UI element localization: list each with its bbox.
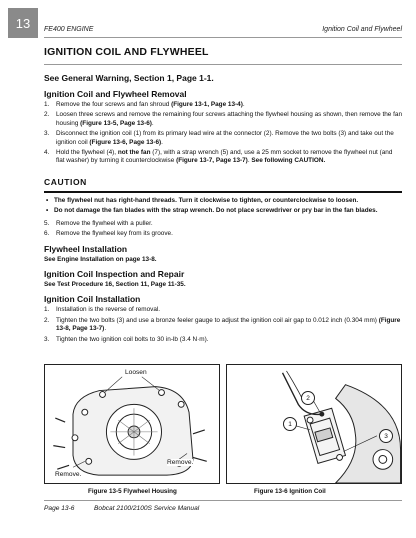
step-text: Hold the flywheel (4),: [56, 149, 118, 157]
step-number: 1.: [44, 101, 50, 108]
caution-item: • The flywheel nut has right-hand threads. Turn it clockwise to tighten, or counterclockwise to loosen.: [44, 197, 402, 205]
step-number: 5.: [44, 219, 50, 227]
step-text: Tighten the two ignition coil bolts to 30 in-lb (3.4 N·m).: [56, 335, 209, 343]
removal-step: [44, 130, 402, 147]
step-number: 2.: [44, 316, 50, 324]
step-text: .: [161, 138, 163, 146]
caution-reference: See following CAUTION.: [251, 157, 326, 165]
step-text: Remove the four screws and fan shroud: [56, 101, 172, 108]
step-text: Remove the flywheel with a puller.: [56, 219, 153, 227]
removal-steps-continued: [44, 220, 402, 239]
coil-installation-heading: Ignition Coil Installation: [44, 294, 141, 305]
caution-item: • Do not damage the fan blades with the strap wrench. Do not place screwdriver or pry bar in the fan blades.: [44, 207, 402, 215]
manual-title: Bobcat 2100/2100S Service Manual: [94, 505, 200, 512]
page-header: [0, 0, 416, 40]
step-text: .: [151, 119, 154, 127]
removal-step: [44, 230, 402, 238]
removal-steps: [44, 101, 402, 166]
step-text: Installation is the reverse of removal.: [56, 306, 161, 314]
header-engine-label: FE400 ENGINE: [44, 26, 94, 33]
removal-heading: Ignition Coil and Flywheel Removal: [44, 89, 187, 99]
figure-reference: (Figure 13-7, Page 13-7): [176, 157, 248, 165]
title-divider: [44, 64, 402, 65]
installation-step: [44, 336, 402, 344]
step-text: .: [242, 101, 245, 108]
chapter-number-tab: 13: [8, 8, 38, 38]
installation-steps: [44, 306, 402, 344]
inspection-heading: Ignition Coil Inspection and Repair: [44, 269, 185, 280]
step-text: .: [247, 157, 252, 165]
step-number: 3.: [44, 335, 50, 343]
loosen-label: Loosen: [125, 369, 147, 376]
flywheel-installation-reference: See Engine Installation on page 13-8.: [44, 256, 157, 264]
figure-reference: (Figure 13-1, Page 13-4): [171, 101, 243, 108]
callout-2: 2: [301, 391, 315, 405]
general-warning-reference: See General Warning, Section 1, Page 1-1.: [44, 73, 214, 83]
figure-reference: (Figure 13-8, Page 13-7): [56, 316, 401, 333]
step-number: 3.: [44, 130, 50, 138]
step-text: (7), with a strap wrench (5) and, use a 25 mm socket to remove the flywheel nut (and flat washer) by turning it counterclockwise: [56, 149, 393, 165]
removal-step: [44, 149, 402, 166]
caution-title: CAUTION: [44, 176, 87, 187]
step-number: 2.: [44, 111, 50, 119]
header-divider: [44, 37, 402, 38]
flywheel-installation-heading: Flywheel Installation: [44, 244, 128, 255]
remove-label-left: Remove.: [55, 471, 82, 478]
ignition-coil-illustration: [227, 365, 401, 483]
flywheel-housing-figure: [44, 364, 220, 484]
callout-1: 1: [283, 417, 297, 431]
step-text: Disconnect the ignition coil (1) from its primary lead wire at the connector (2). Remove the two bolts (3) and take out the ignition coil: [56, 130, 394, 146]
figure-reference: (Figure 13-6, Page 13-6): [89, 138, 162, 146]
step-number: 6.: [44, 230, 50, 238]
ignition-coil-figure: [226, 364, 402, 484]
header-section-label: Ignition Coil and Flywheel: [322, 26, 402, 33]
step-text: Loosen three screws and remove the remaining four screws attaching the flywheel housing as shown, then remove the fan housing: [56, 111, 402, 127]
step-text: Remove the flywheel key from its groove.: [56, 230, 173, 238]
step-text: .: [104, 325, 107, 333]
page-number: Page 13-6: [44, 505, 75, 512]
page-body: [44, 44, 402, 344]
removal-step: [44, 111, 402, 128]
caution-box: [44, 172, 402, 216]
footer-divider: [44, 500, 402, 501]
inspection-reference: See Test Procedure 16, Section 11, Page 11-35.: [44, 281, 186, 289]
emphasis-text: not the fan: [117, 149, 151, 157]
step-text: Tighten the two bolts (3) and use a bronze feeler gauge to adjust the ignition coil air gap to 0.012 inch (0.304 mm): [56, 316, 379, 324]
figure-reference: (Figure 13-5, Page 13-6): [80, 119, 152, 127]
caution-list: [44, 197, 402, 216]
figure-caption-flywheel-housing: Figure 13-5 Flywheel Housing: [88, 488, 177, 495]
removal-step: [44, 101, 402, 109]
figure-caption-ignition-coil: Figure 13-6 Ignition Coil: [254, 488, 326, 495]
remove-label-right: Remove.: [167, 459, 194, 466]
callout-3: 3: [379, 429, 393, 443]
section-title: IGNITION COIL AND FLYWHEEL: [44, 46, 209, 58]
installation-step: [44, 317, 402, 334]
figures-row: [44, 364, 402, 484]
step-number: 1.: [44, 306, 50, 314]
removal-step: [44, 220, 402, 228]
caution-divider: [44, 191, 402, 193]
installation-step: [44, 306, 402, 314]
step-number: 4.: [44, 149, 50, 157]
